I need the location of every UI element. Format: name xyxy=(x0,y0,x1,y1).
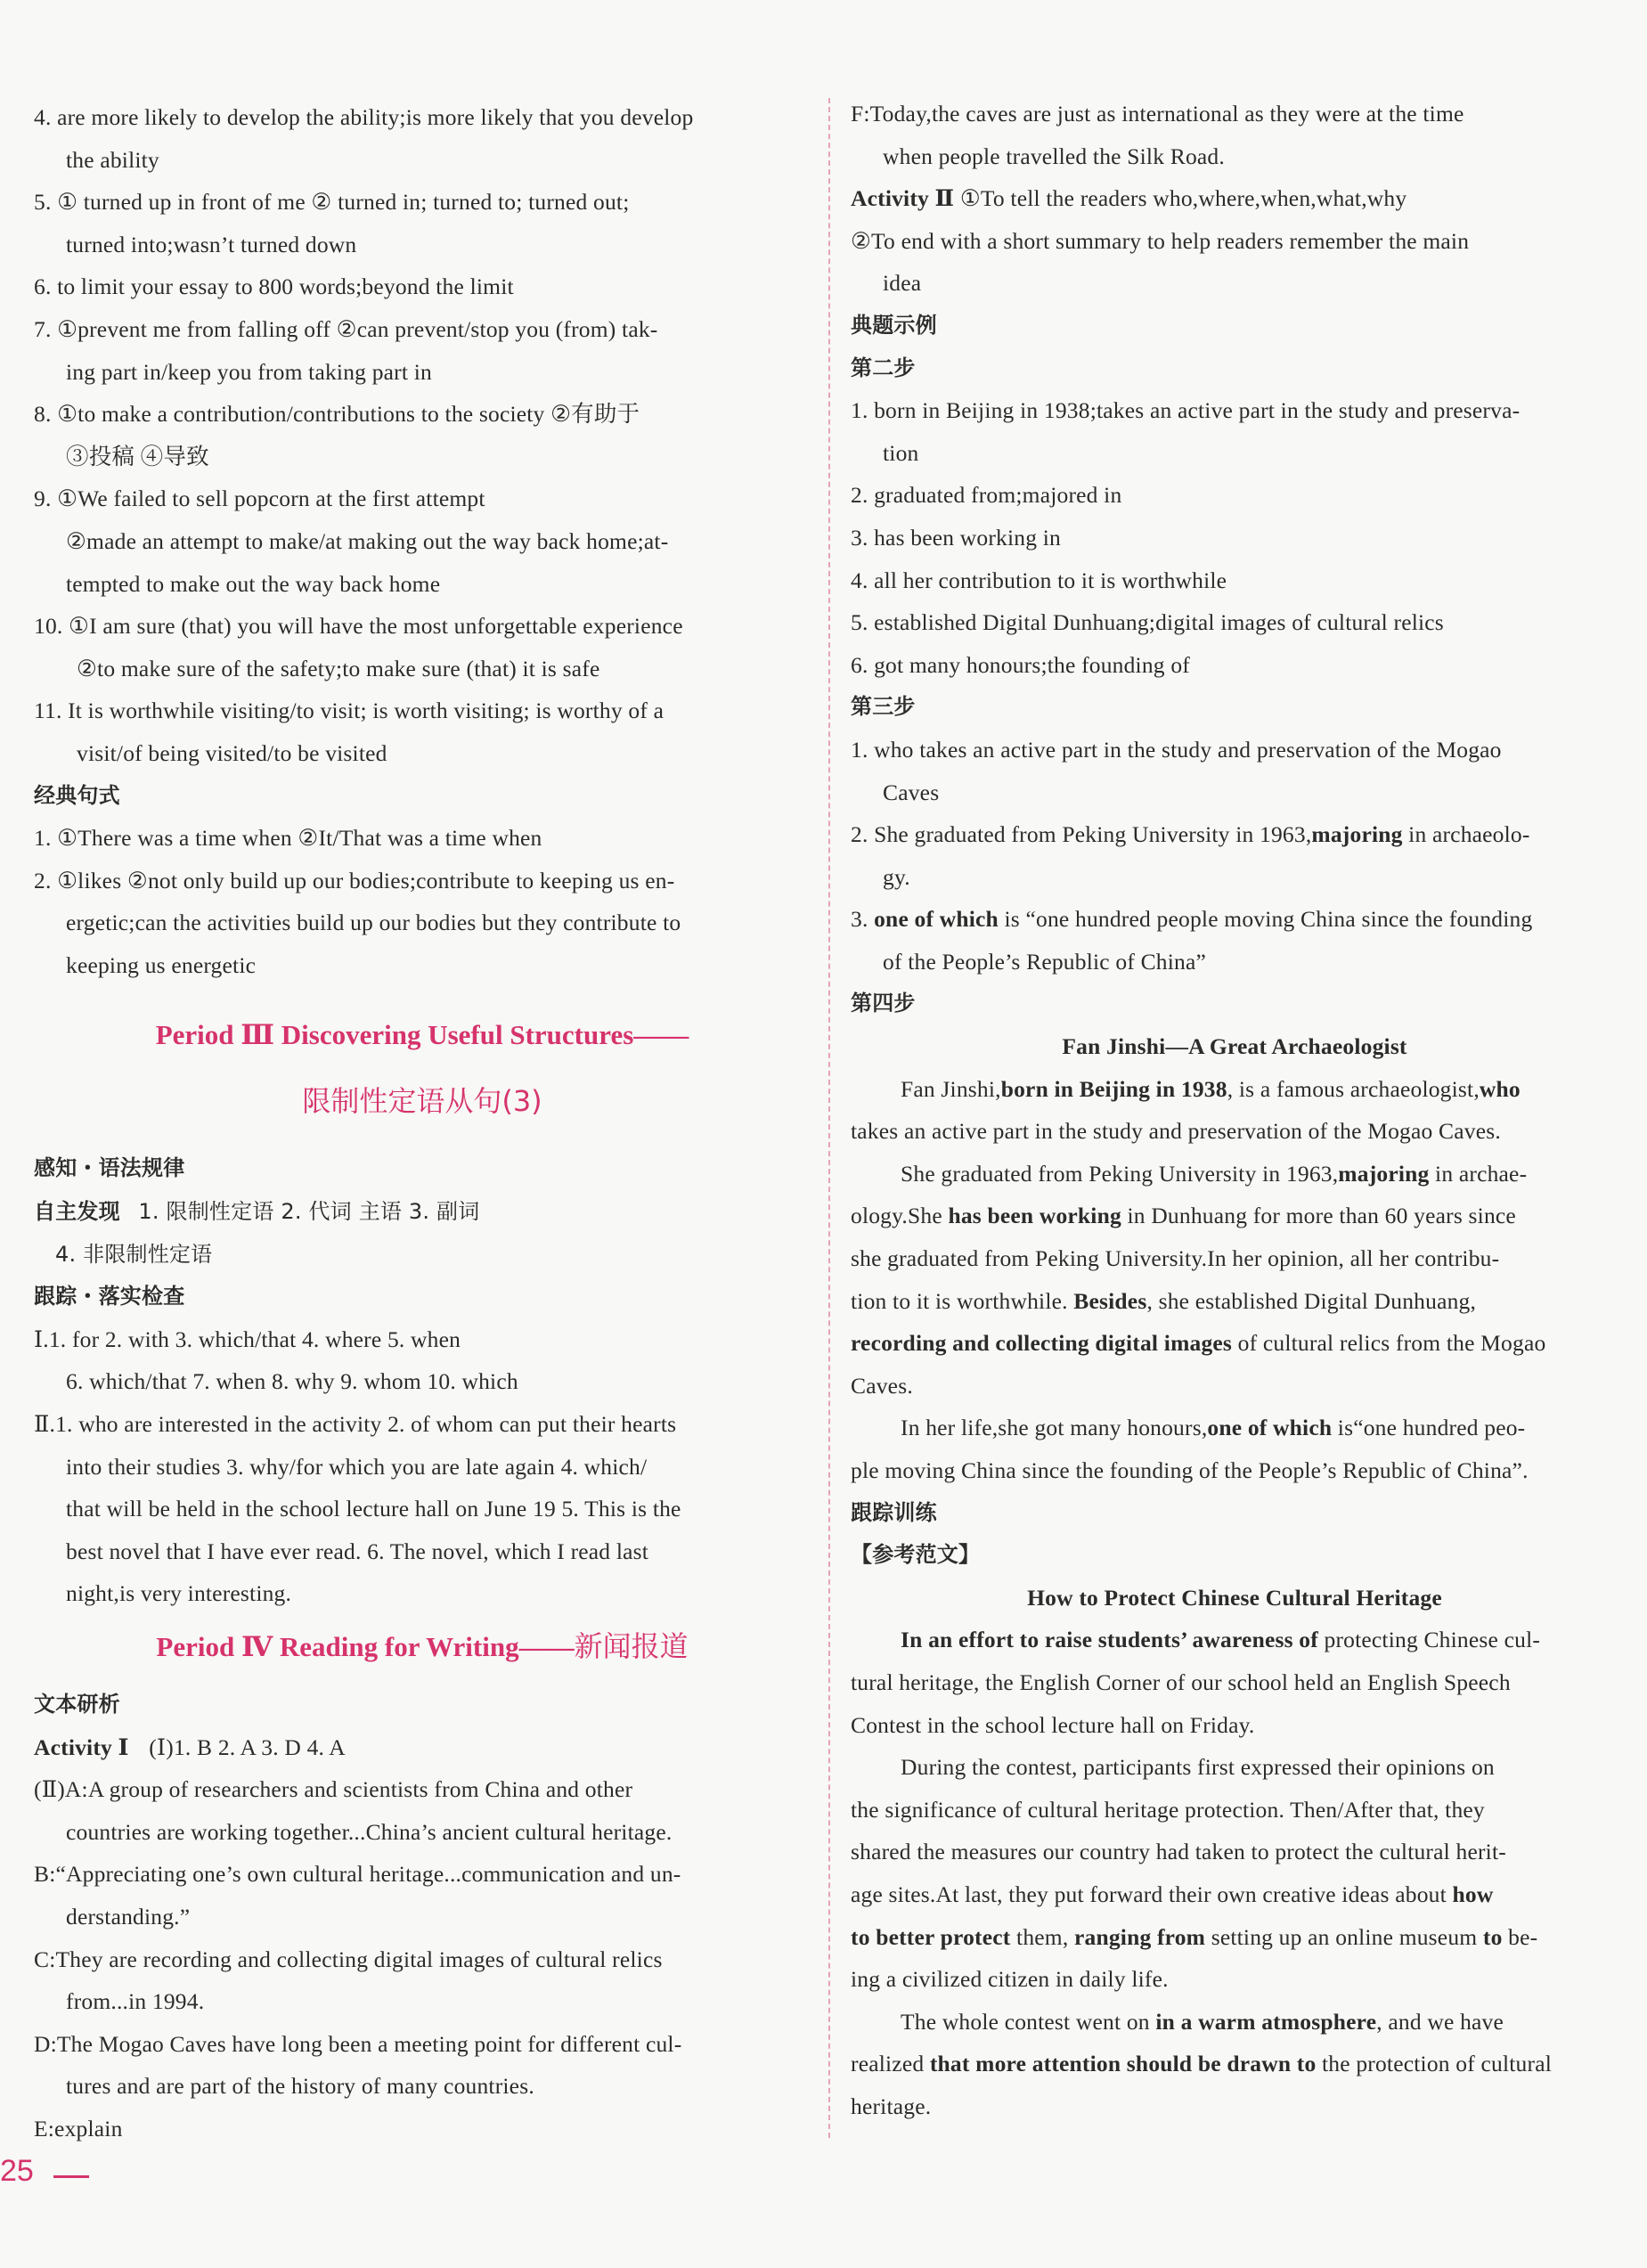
activity-1-line xyxy=(34,1726,811,1769)
answer-line: 1. born in Beijing in 1938;takes an active part in the study and preserva- xyxy=(851,397,1521,424)
answer-line xyxy=(851,813,1618,856)
left-column xyxy=(34,96,811,2150)
text-run: them, xyxy=(1010,1923,1074,1950)
answer-line: countries are working together...China’s ancient cultural heritage. xyxy=(66,1818,673,1845)
bold-run: ranging from xyxy=(1073,1923,1206,1950)
answer-line: D:The Mogao Caves have long been a meeting point for different cul- xyxy=(34,2030,682,2057)
answer-line: from...in 1994. xyxy=(66,1988,205,2015)
bold-run: In an effort to raise students’ awareness of xyxy=(901,1627,1318,1653)
answer-line: 8. ①to make a contribution/contributions to the society ②有助于 xyxy=(34,401,640,428)
answer-line: of the People’s Republic of China” xyxy=(883,948,1207,975)
answer-line: ②to make sure of the safety;to make sure (that) it is safe xyxy=(77,655,600,681)
section-heading-training: 跟踪训练 xyxy=(851,1499,937,1525)
answer-line: 6. which/that 7. when 8. why 9. whom 10. which xyxy=(66,1368,518,1395)
self-discovery-label: 自主发现 xyxy=(34,1199,120,1225)
bold-run: to xyxy=(1482,1923,1503,1950)
answer-line: 11. It is worthwhile visiting/to visit; is worth visiting; is worthy of a xyxy=(34,698,665,724)
period-4-title xyxy=(34,1624,811,1669)
text-run: , she established Digital Dunhuang, xyxy=(1146,1287,1477,1314)
answer-line: 2. ①likes ②not only build up our bodies;contribute to keeping us en- xyxy=(34,867,675,893)
answer-line: 5. established Digital Dunhuang;digital images of cultural relics xyxy=(851,609,1444,636)
answer-line: 6. got many honours;the founding of xyxy=(851,651,1190,678)
text-run: in archae- xyxy=(1429,1160,1528,1187)
section-heading-text-analysis: 文本研析 xyxy=(34,1692,120,1717)
text-run: is“one hundred peo- xyxy=(1332,1415,1526,1441)
essay-2-line: heritage. xyxy=(851,2093,932,2119)
essay-1-line xyxy=(851,1153,1618,1195)
answer-line: ergetic;can the activities build up our bodies but they contribute to xyxy=(66,910,681,936)
text-run: in Dunhuang for more than 60 years since xyxy=(1121,1203,1516,1229)
answer-line: idea xyxy=(883,270,922,297)
essay-2-line xyxy=(851,2001,1618,2044)
answer-line: gy. xyxy=(883,863,910,890)
text-run: protecting Chinese cul- xyxy=(1317,1627,1541,1653)
text-run: In her life,she got many honours, xyxy=(901,1415,1208,1441)
essay-2-line: tural heritage, the English Corner of our school held an English Speech xyxy=(851,1668,1511,1695)
sample-essay-label: 【参考范文】 xyxy=(851,1542,981,1568)
text-run: Fan Jinshi, xyxy=(901,1075,1001,1102)
answer-line: into their studies 3. why/for which you are late again 4. which/ xyxy=(66,1453,648,1480)
activity-1-answers: (Ⅰ)1. B 2. A 3. D 4. A xyxy=(149,1734,346,1760)
period-3-title-text: Period Ⅲ Discovering Useful Structures—— xyxy=(155,1019,689,1051)
answer-line: the ability xyxy=(66,146,159,173)
essay-2-line: the significance of cultural heritage protection. Then/After that, they xyxy=(851,1796,1485,1823)
text-run: the protection of cultural xyxy=(1316,2051,1552,2077)
essay-2-line xyxy=(851,2043,1618,2085)
essay-2-title: How to Protect Chinese Cultural Heritage xyxy=(1027,1584,1442,1611)
text-run: setting up an online museum xyxy=(1205,1923,1483,1950)
bold-run: that more attention should be drawn to xyxy=(929,2051,1317,2077)
answer-line: tempted to make out the way back home xyxy=(66,570,441,597)
period-4-subtitle: 新闻报道 xyxy=(574,1629,689,1663)
essay-2-line: Contest in the school lecture hall on Friday. xyxy=(851,1711,1255,1738)
answer-line: keeping us energetic xyxy=(66,951,257,978)
activity-2-label: Activity Ⅱ xyxy=(851,185,955,212)
answer-line: Ⅰ.1. for 2. with 3. which/that 4. where 5. when xyxy=(34,1326,461,1352)
answer-line: ③投稿 ④导致 xyxy=(66,443,209,469)
essay-2-line xyxy=(851,1873,1618,1916)
period-3-title xyxy=(34,1013,811,1057)
essay-1-line xyxy=(851,1322,1618,1365)
text-run: realized xyxy=(851,2051,930,2077)
bold-run: to better protect xyxy=(851,1923,1011,1950)
text-run: 2. She graduated from Peking University in 1963, xyxy=(851,821,1312,848)
text-run: She graduated from Peking University in 1963, xyxy=(901,1160,1339,1187)
column-divider xyxy=(828,98,830,2138)
answer-line: 4. are more likely to develop the ability;is more likely that you develop xyxy=(34,104,694,130)
text-run: tion to it is worthwhile. xyxy=(851,1287,1074,1314)
answer-line: night,is very interesting. xyxy=(66,1580,292,1607)
answer-line: 1. ①There was a time when ②It/That was a time when xyxy=(34,825,542,852)
text-run: age sites.At last, they put forward their own creative ideas about xyxy=(851,1880,1453,1907)
step-3-heading: 第三步 xyxy=(851,694,916,720)
text-run: The whole contest went on xyxy=(901,2008,1156,2035)
page-number: 25 xyxy=(0,2154,34,2188)
answer-line: 3. has been working in xyxy=(851,524,1061,551)
answer-line: 2. graduated from;majored in xyxy=(851,482,1122,509)
answer-line: B:“Appreciating one’s own cultural heritage...communication and un- xyxy=(34,1861,681,1888)
bold-run: one of which xyxy=(1207,1415,1333,1441)
step-2-heading: 第二步 xyxy=(851,355,916,380)
text-run: ology.She xyxy=(851,1203,949,1229)
bold-run: one of which xyxy=(874,906,999,933)
bold-run: has been working xyxy=(948,1203,1121,1229)
period-4-title-text: Period Ⅳ Reading for Writing—— xyxy=(156,1631,575,1662)
essay-2-line xyxy=(851,1619,1618,1661)
page-number-rule xyxy=(53,2175,89,2178)
bold-run: how xyxy=(1452,1880,1494,1907)
essay-1-title: Fan Jinshi—A Great Archaeologist xyxy=(1062,1033,1407,1060)
activity-1-label: Activity Ⅰ xyxy=(34,1734,129,1760)
text-run: 3. xyxy=(851,906,875,933)
essay-1-line: ple moving China since the founding of the People’s Republic of China”. xyxy=(851,1457,1529,1483)
period-3-subtitle: 限制性定语从句(3) xyxy=(302,1084,542,1119)
right-column xyxy=(851,93,1618,2128)
essay-1-line: Caves. xyxy=(851,1372,913,1399)
self-discovery-line xyxy=(34,1190,811,1234)
essay-1-line xyxy=(851,1068,1618,1111)
text-run: in archaeolo- xyxy=(1402,821,1530,848)
essay-1-line: she graduated from Peking University.In her opinion, all her contribu- xyxy=(851,1245,1500,1272)
answer-line: 4. 非限制性定语 xyxy=(55,1241,213,1267)
answer-line: ②To end with a short summary to help readers remember the main xyxy=(851,227,1470,254)
answer-line: 9. ①We failed to sell popcorn at the first attempt xyxy=(34,485,485,512)
period-3-subtitle-row xyxy=(34,1079,811,1124)
essay-1-line xyxy=(851,1280,1618,1323)
self-discovery-answers: 1. 限制性定语 2. 代词 主语 3. 副词 xyxy=(138,1199,480,1225)
bold-run: majoring xyxy=(1338,1160,1430,1187)
section-heading-examples: 典题示例 xyxy=(851,312,937,338)
answer-line: (Ⅱ)A:A group of researchers and scientists from China and other xyxy=(34,1776,633,1803)
answer-line: Caves xyxy=(883,779,940,805)
essay-2-line xyxy=(851,1916,1618,1959)
answer-line: derstanding.” xyxy=(66,1903,191,1929)
answer-line: 5. ① turned up in front of me ② turned in; turned to; turned out; xyxy=(34,189,630,216)
answer-line: C:They are recording and collecting digital images of cultural relics xyxy=(34,1946,663,1972)
bold-run: Besides xyxy=(1073,1287,1147,1314)
essay-2-line: shared the measures our country had taken to protect the cultural herit- xyxy=(851,1839,1506,1865)
text-run: , is a famous archaeologist, xyxy=(1227,1075,1480,1102)
answer-line: E:explain xyxy=(34,2115,123,2142)
bold-run: majoring xyxy=(1311,821,1403,848)
step-4-heading: 第四步 xyxy=(851,991,916,1016)
activity-2-line xyxy=(851,177,1618,220)
text-run: be- xyxy=(1502,1923,1538,1950)
answer-line: that will be held in the school lecture hall on June 19 5. This is the xyxy=(66,1496,681,1522)
answer-line: 10. ①I am sure (that) you will have the most unforgettable experience xyxy=(34,613,683,640)
answer-line: turned into;wasn’t turned down xyxy=(66,231,357,257)
text-run: of cultural relics from the Mogao xyxy=(1232,1330,1546,1357)
bold-run: who xyxy=(1479,1075,1521,1102)
section-heading-tracking: 跟踪・落实检查 xyxy=(34,1284,185,1309)
essay-1-line xyxy=(851,1195,1618,1237)
answer-line: ②made an attempt to make/at making out the way back home;at- xyxy=(66,527,669,554)
answer-line: tion xyxy=(883,439,919,466)
answer-line: best novel that I have ever read. 6. The novel, which I read last xyxy=(66,1538,649,1564)
essay-2-line: ing a civilized citizen in daily life. xyxy=(851,1966,1169,1993)
answer-line: 4. all her contribution to it is worthwhile xyxy=(851,567,1227,593)
answer-line: ing part in/keep you from taking part in xyxy=(66,358,432,385)
answer-line: visit/of being visited/to be visited xyxy=(77,739,387,766)
answer-line: when people travelled the Silk Road. xyxy=(883,143,1225,169)
text-run: is “one hundred people moving China since the founding xyxy=(998,906,1533,933)
section-heading-perceive: 感知・语法规律 xyxy=(34,1155,185,1181)
answer-line xyxy=(851,898,1618,941)
essay-1-line xyxy=(851,1407,1618,1449)
bold-run: born in Beijing in 1938 xyxy=(1000,1075,1227,1102)
activity-2-answer: ①To tell the readers who,where,when,what,why xyxy=(954,185,1407,212)
answer-line: tures and are part of the history of many countries. xyxy=(66,2073,534,2100)
answer-line: F:Today,the caves are just as international as they were at the time xyxy=(851,101,1464,126)
answer-line: Ⅱ.1. who are interested in the activity 2. of whom can put their hearts xyxy=(34,1411,677,1438)
answer-line: 1. who takes an active part in the study and preservation of the Mogao xyxy=(851,736,1502,763)
essay-2-line: During the contest, participants first expressed their opinions on xyxy=(901,1754,1495,1781)
answer-line: 6. to limit your essay to 800 words;beyond the limit xyxy=(34,273,514,300)
answer-line: 7. ①prevent me from falling off ②can prevent/stop you (from) tak- xyxy=(34,315,658,342)
section-heading-classic-sentences: 经典句式 xyxy=(34,782,120,808)
text-run: , and we have xyxy=(1376,2008,1504,2035)
essay-1-line: takes an active part in the study and preservation of the Mogao Caves. xyxy=(851,1118,1501,1145)
bold-run: in a warm atmosphere xyxy=(1155,2008,1377,2035)
bold-run: recording and collecting digital images xyxy=(851,1330,1233,1357)
